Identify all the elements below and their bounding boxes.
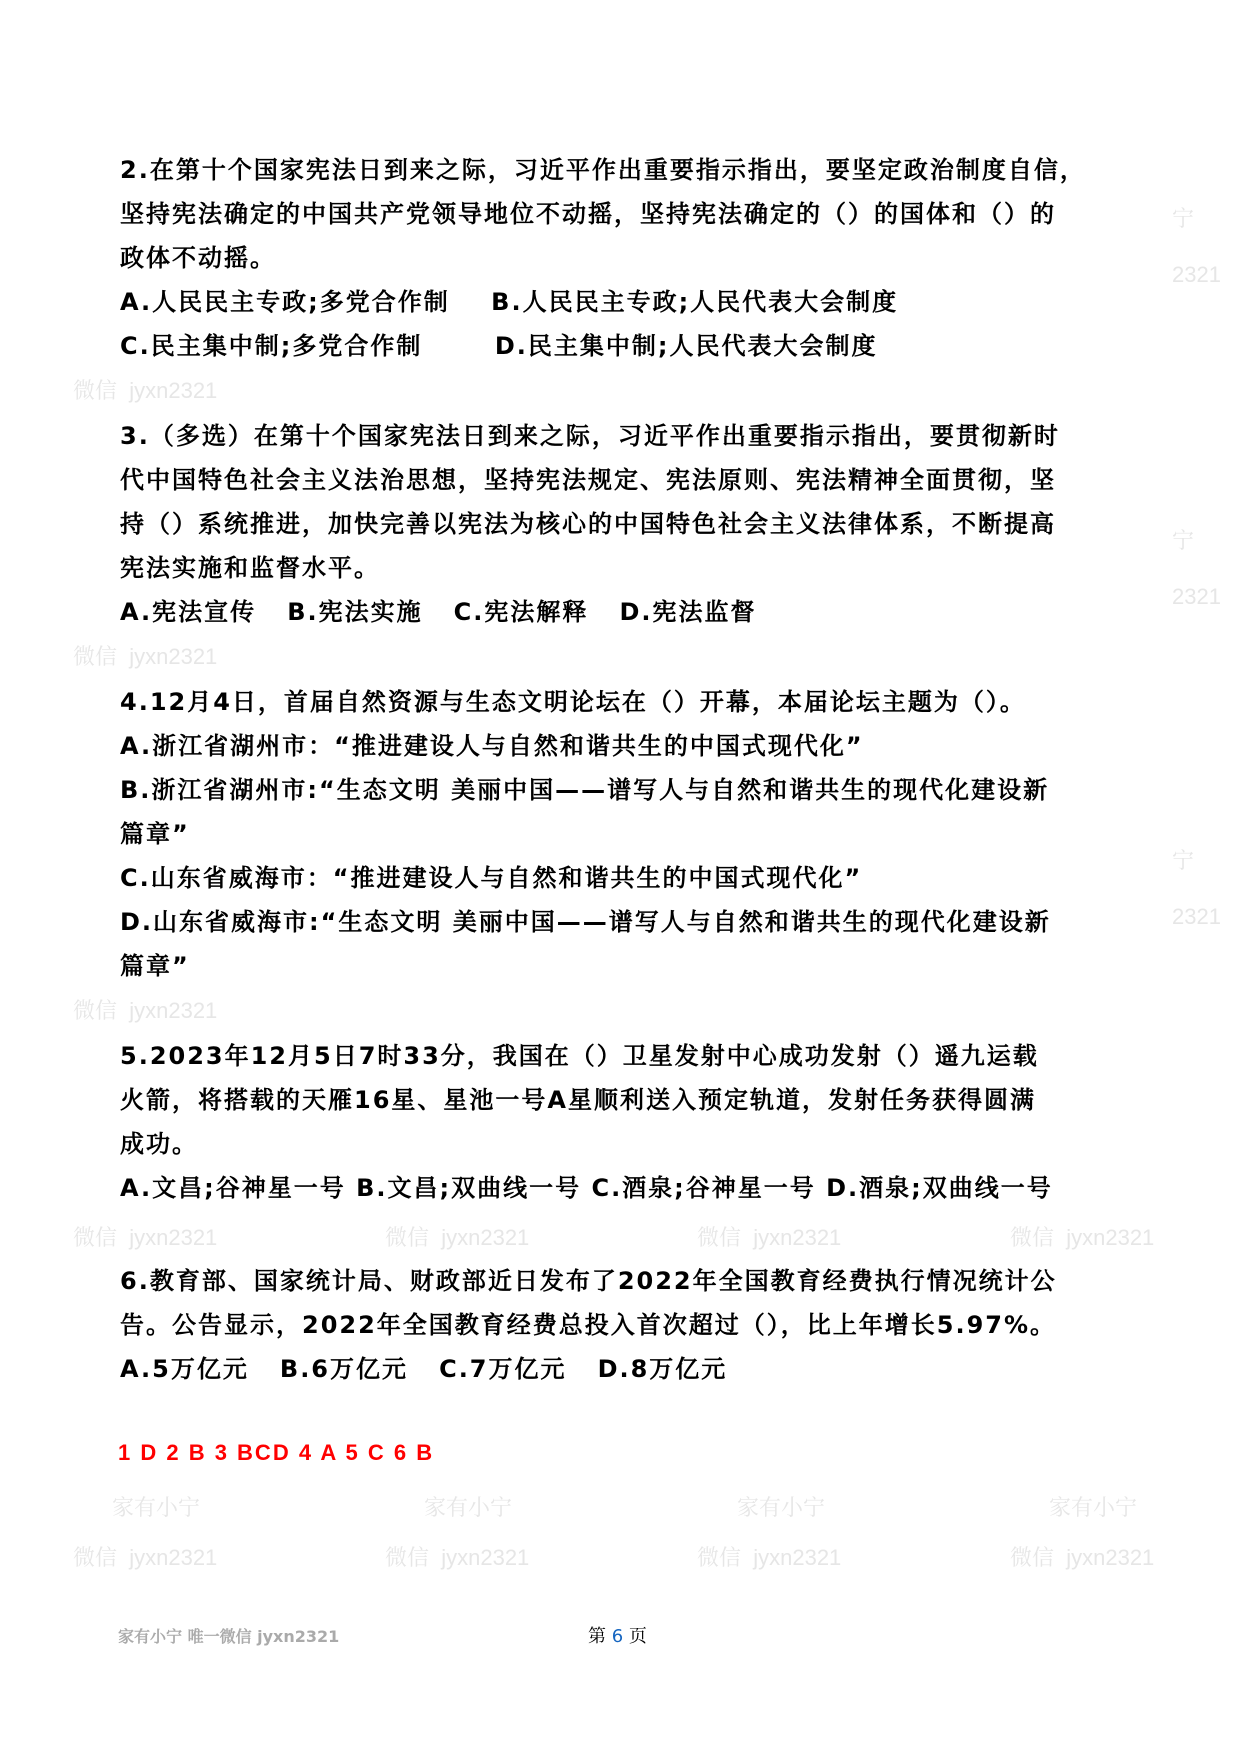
question-line: 坚持宪法确定的中国共产党领导地位不动摇，坚持宪法确定的（）的国体和（）的	[120, 200, 1056, 228]
question-line: C.山东省威海市：“推进建设人与自然和谐共生的中国式现代化”	[120, 864, 863, 892]
question-block	[118, 148, 1132, 368]
watermark-number: 2321	[1172, 262, 1221, 287]
question-line: B.浙江省湖州市:“生态文明 美丽中国——谱写人与自然和谐共生的现代化建设新	[120, 776, 1050, 804]
question-line: 持（）系统推进，加快完善以宪法为核心的中国特色社会主义法律体系，不断提高	[120, 510, 1056, 538]
watermark-brand: 家有小宁	[424, 1495, 513, 1520]
question-line: 篇章”	[120, 952, 190, 980]
question-line: A.5万亿元 B.6万亿元 C.7万亿元 D.8万亿元	[120, 1355, 728, 1383]
watermark-wechat: 微信 jyxn2321	[73, 1225, 218, 1250]
question-line: A.宪法宣传 B.宪法实施 C.宪法解释 D.宪法监督	[120, 598, 757, 626]
question-line: A.文昌;谷神星一号 B.文昌;双曲线一号 C.酒泉;谷神星一号 D.酒泉;双曲线一号	[120, 1174, 1053, 1202]
watermark-wechat: 微信 jyxn2321	[1010, 1225, 1155, 1250]
question-line: A.浙江省湖州市：“推进建设人与自然和谐共生的中国式现代化”	[120, 732, 864, 760]
watermark-number: 2321	[1172, 904, 1221, 929]
question-line: 代中国特色社会主义法治思想，坚持宪法规定、宪法原则、宪法精神全面贯彻，坚	[120, 466, 1056, 494]
watermark-wechat: 微信 jyxn2321	[385, 1545, 530, 1570]
question-block	[118, 1259, 1132, 1391]
page-number	[588, 1622, 647, 1648]
question-block	[118, 1034, 1132, 1210]
page-number-value: 6	[611, 1626, 624, 1647]
page-suffix: 页	[623, 1626, 647, 1647]
watermark-brand-partial: 宁	[1172, 848, 1195, 873]
watermark-wechat: 微信 jyxn2321	[73, 644, 218, 669]
question-line: 5.2023年12月5日7时33分，我国在（）卫星发射中心成功发射（）遥九运载	[120, 1042, 1039, 1070]
answer-key: 1 D 2 B 3 BCD 4 A 5 C 6 B	[118, 1440, 435, 1465]
question-line: 成功。	[120, 1130, 198, 1158]
question-line: 6.教育部、国家统计局、财政部近日发布了2022年全国教育经费执行情况统计公	[120, 1267, 1057, 1295]
question-line: 火箭，将搭载的天雁16星、星池一号A星顺利送入预定轨道，发射任务获得圆满	[120, 1086, 1036, 1114]
watermark-brand-partial: 宁	[1172, 528, 1195, 553]
question-line: C.民主集中制;多党合作制 D.民主集中制;人民代表大会制度	[120, 332, 878, 360]
watermark-brand: 家有小宁	[112, 1495, 201, 1520]
watermark-brand: 家有小宁	[1049, 1495, 1138, 1520]
watermark-wechat: 微信 jyxn2321	[385, 1225, 530, 1250]
page-prefix: 第	[588, 1626, 612, 1647]
question-line: A.人民民主专政;多党合作制 B.人民民主专政;人民代表大会制度	[120, 288, 899, 316]
question-line: 篇章”	[120, 820, 190, 848]
watermark-wechat: 微信 jyxn2321	[73, 1545, 218, 1570]
watermark-wechat: 微信 jyxn2321	[73, 378, 218, 403]
question-line: 告。公告显示，2022年全国教育经费总投入首次超过（），比上年增长5.97%。	[120, 1311, 1057, 1339]
question-line: 2.在第十个国家宪法日到来之际，习近平作出重要指示指出，要坚定政治制度自信，	[120, 156, 1086, 184]
question-line: 3.（多选）在第十个国家宪法日到来之际，习近平作出重要指示指出，要贯彻新时	[120, 422, 1060, 450]
watermark-number: 2321	[1172, 584, 1221, 609]
question-block	[118, 414, 1132, 634]
watermark-wechat: 微信 jyxn2321	[1010, 1545, 1155, 1570]
watermark-wechat: 微信 jyxn2321	[697, 1545, 842, 1570]
question-line: 政体不动摇。	[120, 244, 276, 272]
question-block	[118, 680, 1132, 988]
watermark-brand: 家有小宁	[737, 1495, 826, 1520]
question-line: D.山东省威海市:“生态文明 美丽中国——谱写人与自然和谐共生的现代化建设新	[120, 908, 1051, 936]
watermark-brand-partial: 宁	[1172, 206, 1195, 231]
watermark-wechat: 微信 jyxn2321	[697, 1225, 842, 1250]
watermark-wechat: 微信 jyxn2321	[73, 998, 218, 1023]
footer-contact: 家有小宁 唯一微信 jyxn2321	[118, 1627, 340, 1646]
question-line: 宪法实施和监督水平。	[120, 554, 380, 582]
question-line: 4.12月4日，首届自然资源与生态文明论坛在（）开幕，本届论坛主题为（）。	[120, 688, 1026, 716]
